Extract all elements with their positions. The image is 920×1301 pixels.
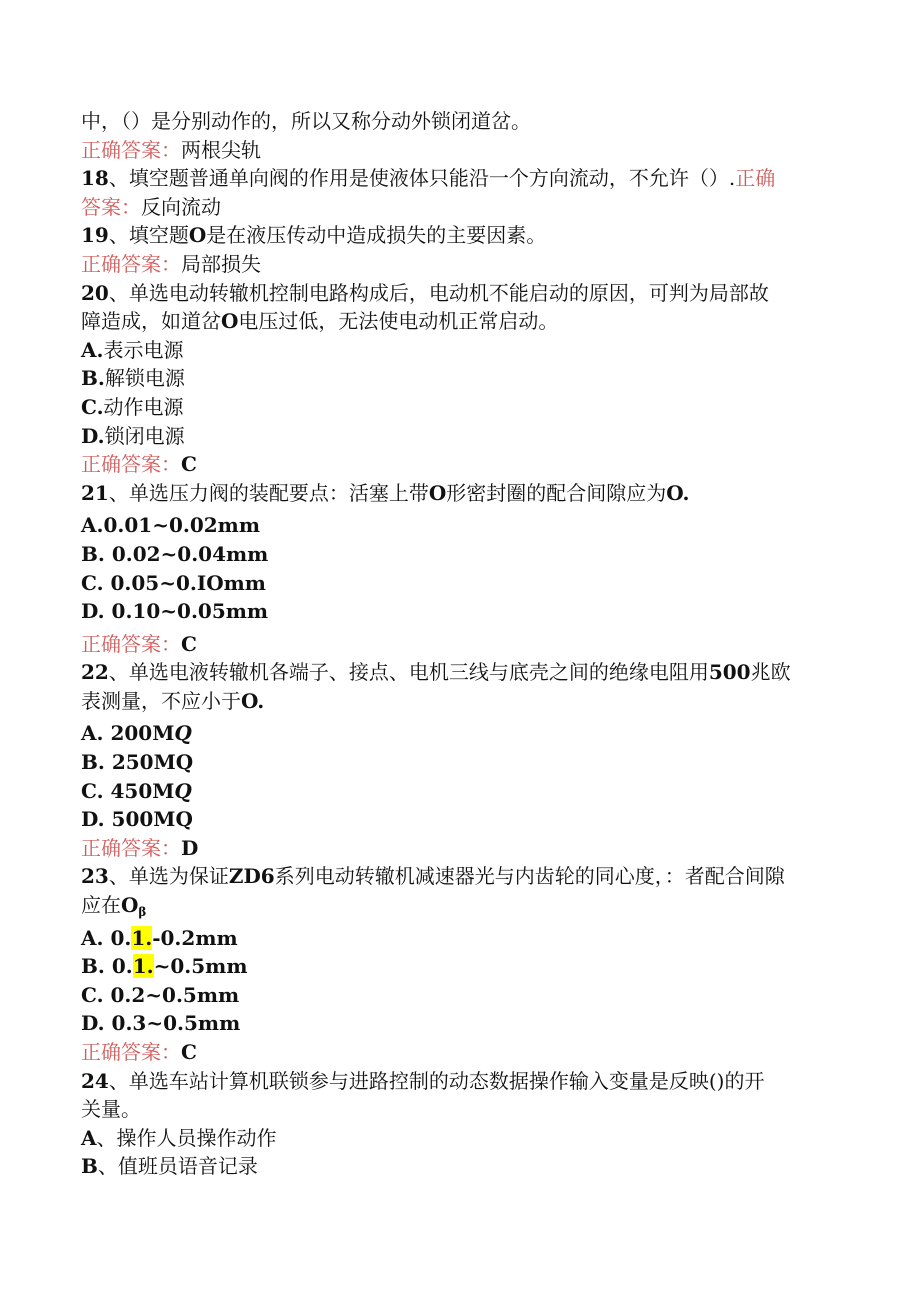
option-b: B. 250MQ bbox=[81, 750, 194, 775]
option-b: B、值班员语音记录 bbox=[81, 1154, 258, 1179]
option-c: C.动作电源 bbox=[81, 394, 184, 419]
option-c: C. 0.2~0.5mm bbox=[81, 982, 240, 1007]
question-23: 23、单选为保证ZD6系列电动转辙机减速器光与内齿轮的同心度，：者配合间隙 bbox=[81, 864, 785, 889]
question-23-cont: 应在$O_\beta$ bbox=[81, 893, 147, 920]
option-d: D. 0.10~0.05mm bbox=[81, 599, 269, 624]
answer-line: 正确答案：两根尖轨 bbox=[81, 137, 261, 162]
option-a: A、操作人员操作动作 bbox=[81, 1125, 277, 1150]
answer-line: 正确答案：C bbox=[81, 631, 197, 656]
question-19: 19、填空题O是在液压传动中造成损失的主要因素。 bbox=[81, 223, 547, 248]
option-a: A. 200MQ bbox=[81, 721, 192, 746]
question-22-cont: 表测量，不应小于O. bbox=[81, 688, 265, 713]
option-d: D. 500MQ bbox=[81, 807, 193, 832]
answer-line: 正确答案：C bbox=[81, 1040, 197, 1064]
option-d: D.锁闭电源 bbox=[81, 423, 185, 448]
highlight-mark: 1. bbox=[132, 954, 154, 979]
option-c: C. 0.05~0.IOmm bbox=[81, 570, 266, 595]
highlight-mark: 1. bbox=[131, 925, 153, 950]
answer-line: 正确答案：D bbox=[81, 835, 199, 860]
question-24: 24、单选车站计算机联锁参与进路控制的动态数据操作输入变量是反映()的开 bbox=[81, 1068, 765, 1093]
option-a: A. 0.1.-0.2mm bbox=[81, 925, 238, 950]
option-a: A.表示电源 bbox=[81, 337, 184, 362]
option-d: D. 0.3~0.5mm bbox=[81, 1011, 241, 1036]
option-b: B. 0.1.~0.5mm bbox=[81, 954, 248, 979]
question-20-cont: 障造成，如道岔O电压过低，无法使电动机正常启动。 bbox=[81, 309, 559, 334]
option-b: B.解锁电源 bbox=[81, 366, 185, 391]
question-20: 20、单选电动转辙机控制电路构成后，电动机不能启动的原因，可判为局部故 bbox=[81, 280, 769, 305]
text-line: 中，（）是分别动作的，所以又称分动外锁闭道岔。 bbox=[81, 109, 531, 133]
option-b: B. 0.02~0.04mm bbox=[81, 541, 269, 566]
option-c: C. 450MQ bbox=[81, 778, 192, 803]
answer-line: 正确答案：局部损失 bbox=[81, 251, 261, 276]
question-22: 22、单选电液转辙机各端子、接点、电机三线与底壳之间的绝缘电阻用500兆欧 bbox=[81, 660, 791, 685]
option-a: A.0.01~0.02mm bbox=[81, 513, 260, 538]
document-page bbox=[81, 107, 841, 1181]
answer-line: 答案：反向流动 bbox=[81, 194, 221, 219]
question-24-cont: 关量。 bbox=[81, 1097, 141, 1122]
question-21: 21、单选压力阀的装配要点：活塞上带O形密封圈的配合间隙应为O. bbox=[81, 480, 690, 505]
answer-line: 正确答案：C bbox=[81, 452, 197, 477]
question-18: 18、填空题普通单向阀的作用是使液体只能沿一个方向流动，不允许（）.正确 bbox=[81, 166, 776, 191]
